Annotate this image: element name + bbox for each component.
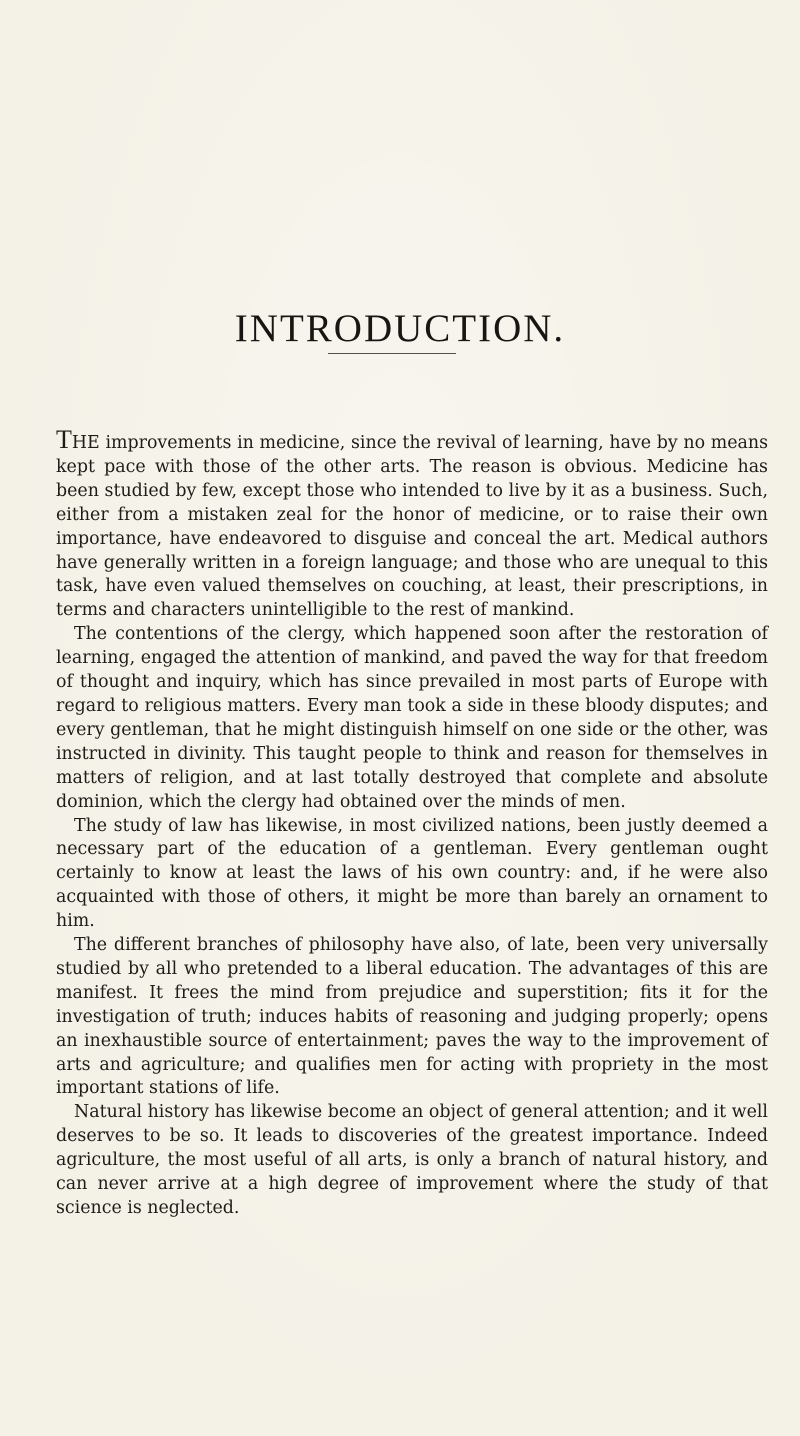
paragraph-5: Natural history has likewise become an object of general attention; and it well deserves to be so. It leads to discoveries of the greatest importance. Indeed agriculture, the most useful of all arts, is only a branch of natural history, and can never arrive at a high degree of improvement where the study of that science is neglected. xyxy=(56,1102,768,1218)
paragraph-3: The study of law has likewise, in most civilized nations, been justly deemed a necessary part of the education of a gentleman. Every gentleman ought certainly to know at least the laws of his own country: and, if he were also acquainted with those of others, it might be more than barely an ornament to him. xyxy=(56,815,768,932)
paragraph-2: The contentions of the clergy, which happened soon after the restoration of learning, engaged the attention of mankind, and paved the way for that freedom of thought and inquiry, which has since prevailed in most parts of Europe with regard to religious matters. Every man took a side in these bloody disputes; and every gentleman, that he might distinguish himself on one side or the other, was instructed in divinity. This taught people to think and reason for themselves in matters of religion, and at last totally destroyed that complete and absolute dominion, which the clergy had obtained over the minds of men. xyxy=(56,624,768,812)
paragraph-4: The different branches of philosophy have also, of late, been very universally studied by all who pretended to a liberal education. The advantages of this are manifest. It frees the mind from prejudice and superstition; fits it for the investigation of truth; induces habits of reasoning and judging properly; opens an inexhaustible source of entertainment; paves the way to the improvement of arts and agriculture; and qualifies men for acting with propriety in the most important stations of life. xyxy=(56,935,768,1099)
paragraph-1 xyxy=(56,425,768,623)
chapter-heading: INTRODUCTION. xyxy=(234,307,566,351)
heading-divider xyxy=(328,353,456,354)
small-caps-lead: HE xyxy=(71,433,100,453)
paragraph-1-text: improvements in medicine, since the revival of learning, have by no means kept pace with those of the other arts. The reason is obvious. Medicine has been studied by few, except those who intended to live by it as a business. Such, either from a mistaken zeal for the honor of medicine, or to raise their own importance, have endeavored to disguise and conceal the art. Medical authors have generally written in a foreign language; and those who are unequal to this task, have even valued themselves on couching, at least, their prescriptions, in terms and characters unintelligible to the rest of mankind. xyxy=(56,433,768,621)
body-text xyxy=(56,425,768,1221)
drop-cap: T xyxy=(56,425,72,454)
